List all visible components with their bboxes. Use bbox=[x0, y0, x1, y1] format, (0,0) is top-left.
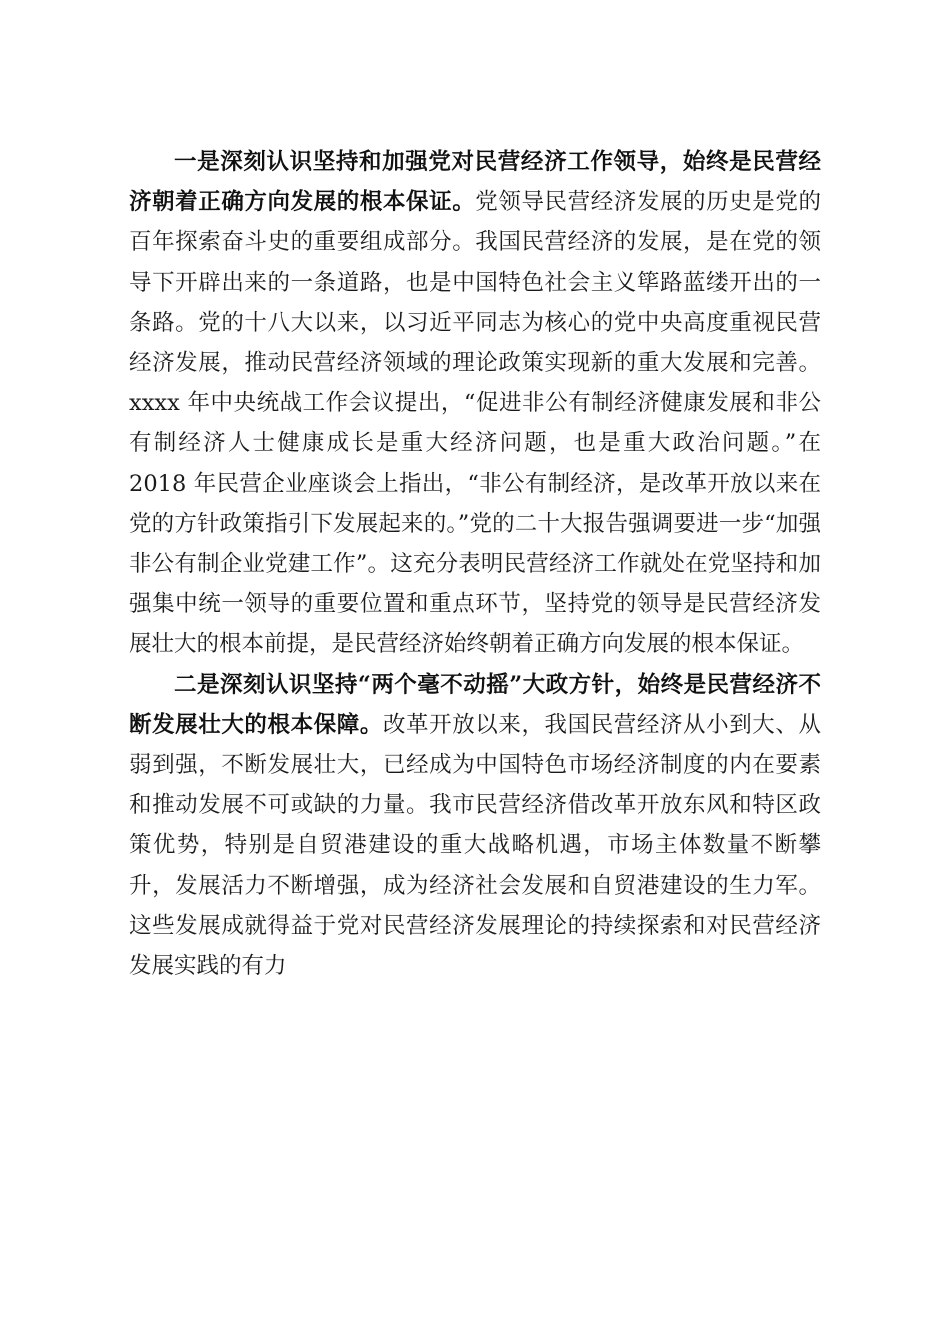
paragraph-2-text: 改革开放以来，我国民营经济从小到大、从弱到强，不断发展壮大，已经成为中国特色市场经济制度的内在要素和推动发展不可或缺的力量。我市民营经济借改革开放东风和特区政策优势，特别是自贸港建设的重大战略机遇，市场主体数量不断攀升，发展活力不断增强，成为经济社会发展和自贸港建设的生力军。这些发展成就得益于党对民营经济发展理论的持续探索和对民营经济发展实践的有力 bbox=[129, 711, 821, 980]
paragraph-1 bbox=[129, 142, 821, 665]
paragraph-2-heading: 二是深刻认识坚持“两个毫不动摇”大政方针，始终是民营经济不断发展壮大的根本保障。 bbox=[129, 671, 821, 738]
paragraph-2 bbox=[129, 665, 821, 987]
paragraph-1-heading: 一是深刻认识坚持和加强党对民营经济工作领导，始终是民营经济朝着正确方向发展的根本保证。 bbox=[129, 149, 821, 216]
paragraph-1-text: 党领导民营经济发展的历史是党的百年探索奋斗史的重要组成部分。我国民营经济的发展，是在党的领导下开辟出来的一条道路，也是中国特色社会主义筚路蓝缕开出的一条路。党的十八大以来，以习近平同志为核心的党中央高度重视民营经济发展，推动民营经济领域的理论政策实现新的重大发展和完善。xxxx 年中央统战工作会议提出，“促进非公有制经济健康发展和非公有制经济人士健康成长是重大经济问题，也是重大政治问题。”在 2018 年民营企业座谈会上指出，“非公有制经济，是改革开放以来在党的方针政策指引下发展起来的。”党的二十大报告强调要进一步“加强非公有制企业党建工作”。这充分表明民营经济工作就处在党坚持和加强集中统一领导的重要位置和重点环节，坚持党的领导是民营经济发展壮大的根本前提，是民营经济始终朝着正确方向发展的根本保证。 bbox=[129, 189, 821, 658]
document-body bbox=[129, 142, 821, 986]
